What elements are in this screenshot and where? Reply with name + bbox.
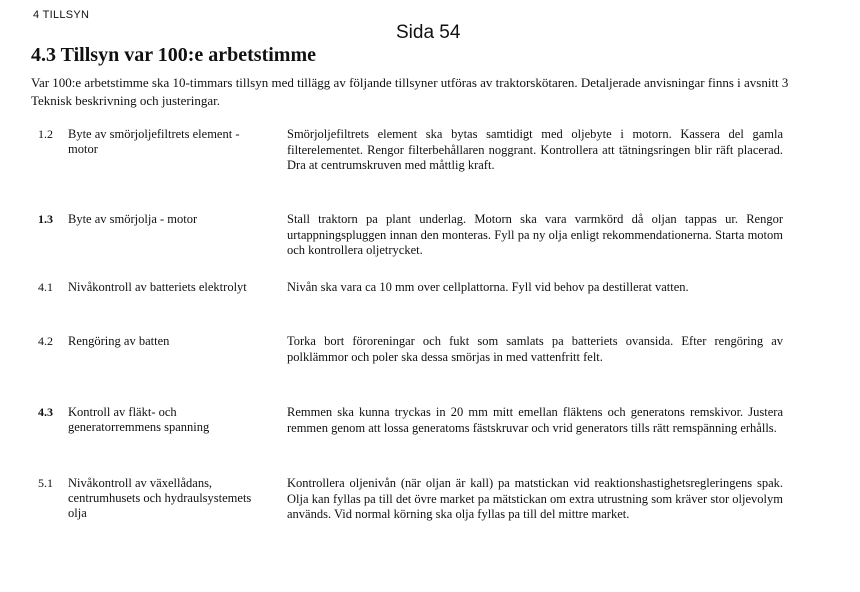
item-description: Smörjoljefiltrets element ska bytas samtidigt med oljebyte i motorn. Kassera del gamla filterelementet. Rengor filterbehållaren noggrant. Kontrollera att tätningsringen blir räft placerad. Dra at centrumskruven med måttlig kraft. <box>287 127 783 172</box>
chapter-header: 4 TILLSYN <box>33 9 90 21</box>
item-description: Torka bort föroreningar och fukt som samlats pa batteriets ovansida. Efter rengöring av polklämmor och poler ska dessa smörjas in med vattenfritt felt. <box>287 334 783 364</box>
item-task: Nivåkontroll av växellådans, centrumhusets och hydraulsystemets olja <box>68 476 252 520</box>
item-task: Byte av smörjolja - motor <box>68 212 198 226</box>
item-task: Byte av smörjoljefiltrets element - motor <box>68 127 240 156</box>
section-intro: Var 100:e arbetstimme ska 10-timmars tillsyn med tillägg av följande tillsyner utföras av traktorskötaren. Detaljerade anvisningar finns i avsnitt 3 Teknisk beskrivning och justeringar. <box>31 75 789 108</box>
item-task: Rengöring av batten <box>68 334 170 348</box>
item-task: Kontroll av fläkt- och generatorremmens spanning <box>68 405 210 434</box>
item-description: Stall traktorn pa plant underlag. Motorn ska vara varmkörd då oljan tappas ur. Rengor urtappningspluggen innan den monteras. Fyll pa ny olja enligt rekommendationerna. Starta motom och kontrollera oljetrycket. <box>287 212 783 257</box>
item-description: Kontrollera oljenivån (när oljan är kall) pa matstickan vid reaktionshastighetsregleringens spak. Olja kan fyllas pa till det övre market pa mätstickan om extra utrustning som kräver stor oljevolym används. Vid normal körning ska olja fyllas pa till del mittre market. <box>287 476 783 521</box>
item-number: 4.2 <box>38 334 53 348</box>
item-number: 4.3 <box>38 405 53 419</box>
item-number: 1.2 <box>38 127 53 141</box>
item-number: 1.3 <box>38 212 53 226</box>
item-task: Nivåkontroll av batteriets elektrolyt <box>68 280 247 294</box>
page-number: Sida 54 <box>396 22 461 43</box>
item-description: Remmen ska kunna tryckas in 20 mm mitt emellan fläktens och generatons remskivor. Justera remmen genom att lossa generatoms fästskruvar och vrid generators tills rätt remspänning erhålls. <box>287 405 783 435</box>
section-title: 4.3 Tillsyn var 100:e arbetstimme <box>31 44 316 66</box>
item-number: 4.1 <box>38 280 53 294</box>
item-description: Nivån ska vara ca 10 mm over cellplattorna. Fyll vid behov pa destillerat vatten. <box>287 280 689 294</box>
item-number: 5.1 <box>38 476 53 490</box>
